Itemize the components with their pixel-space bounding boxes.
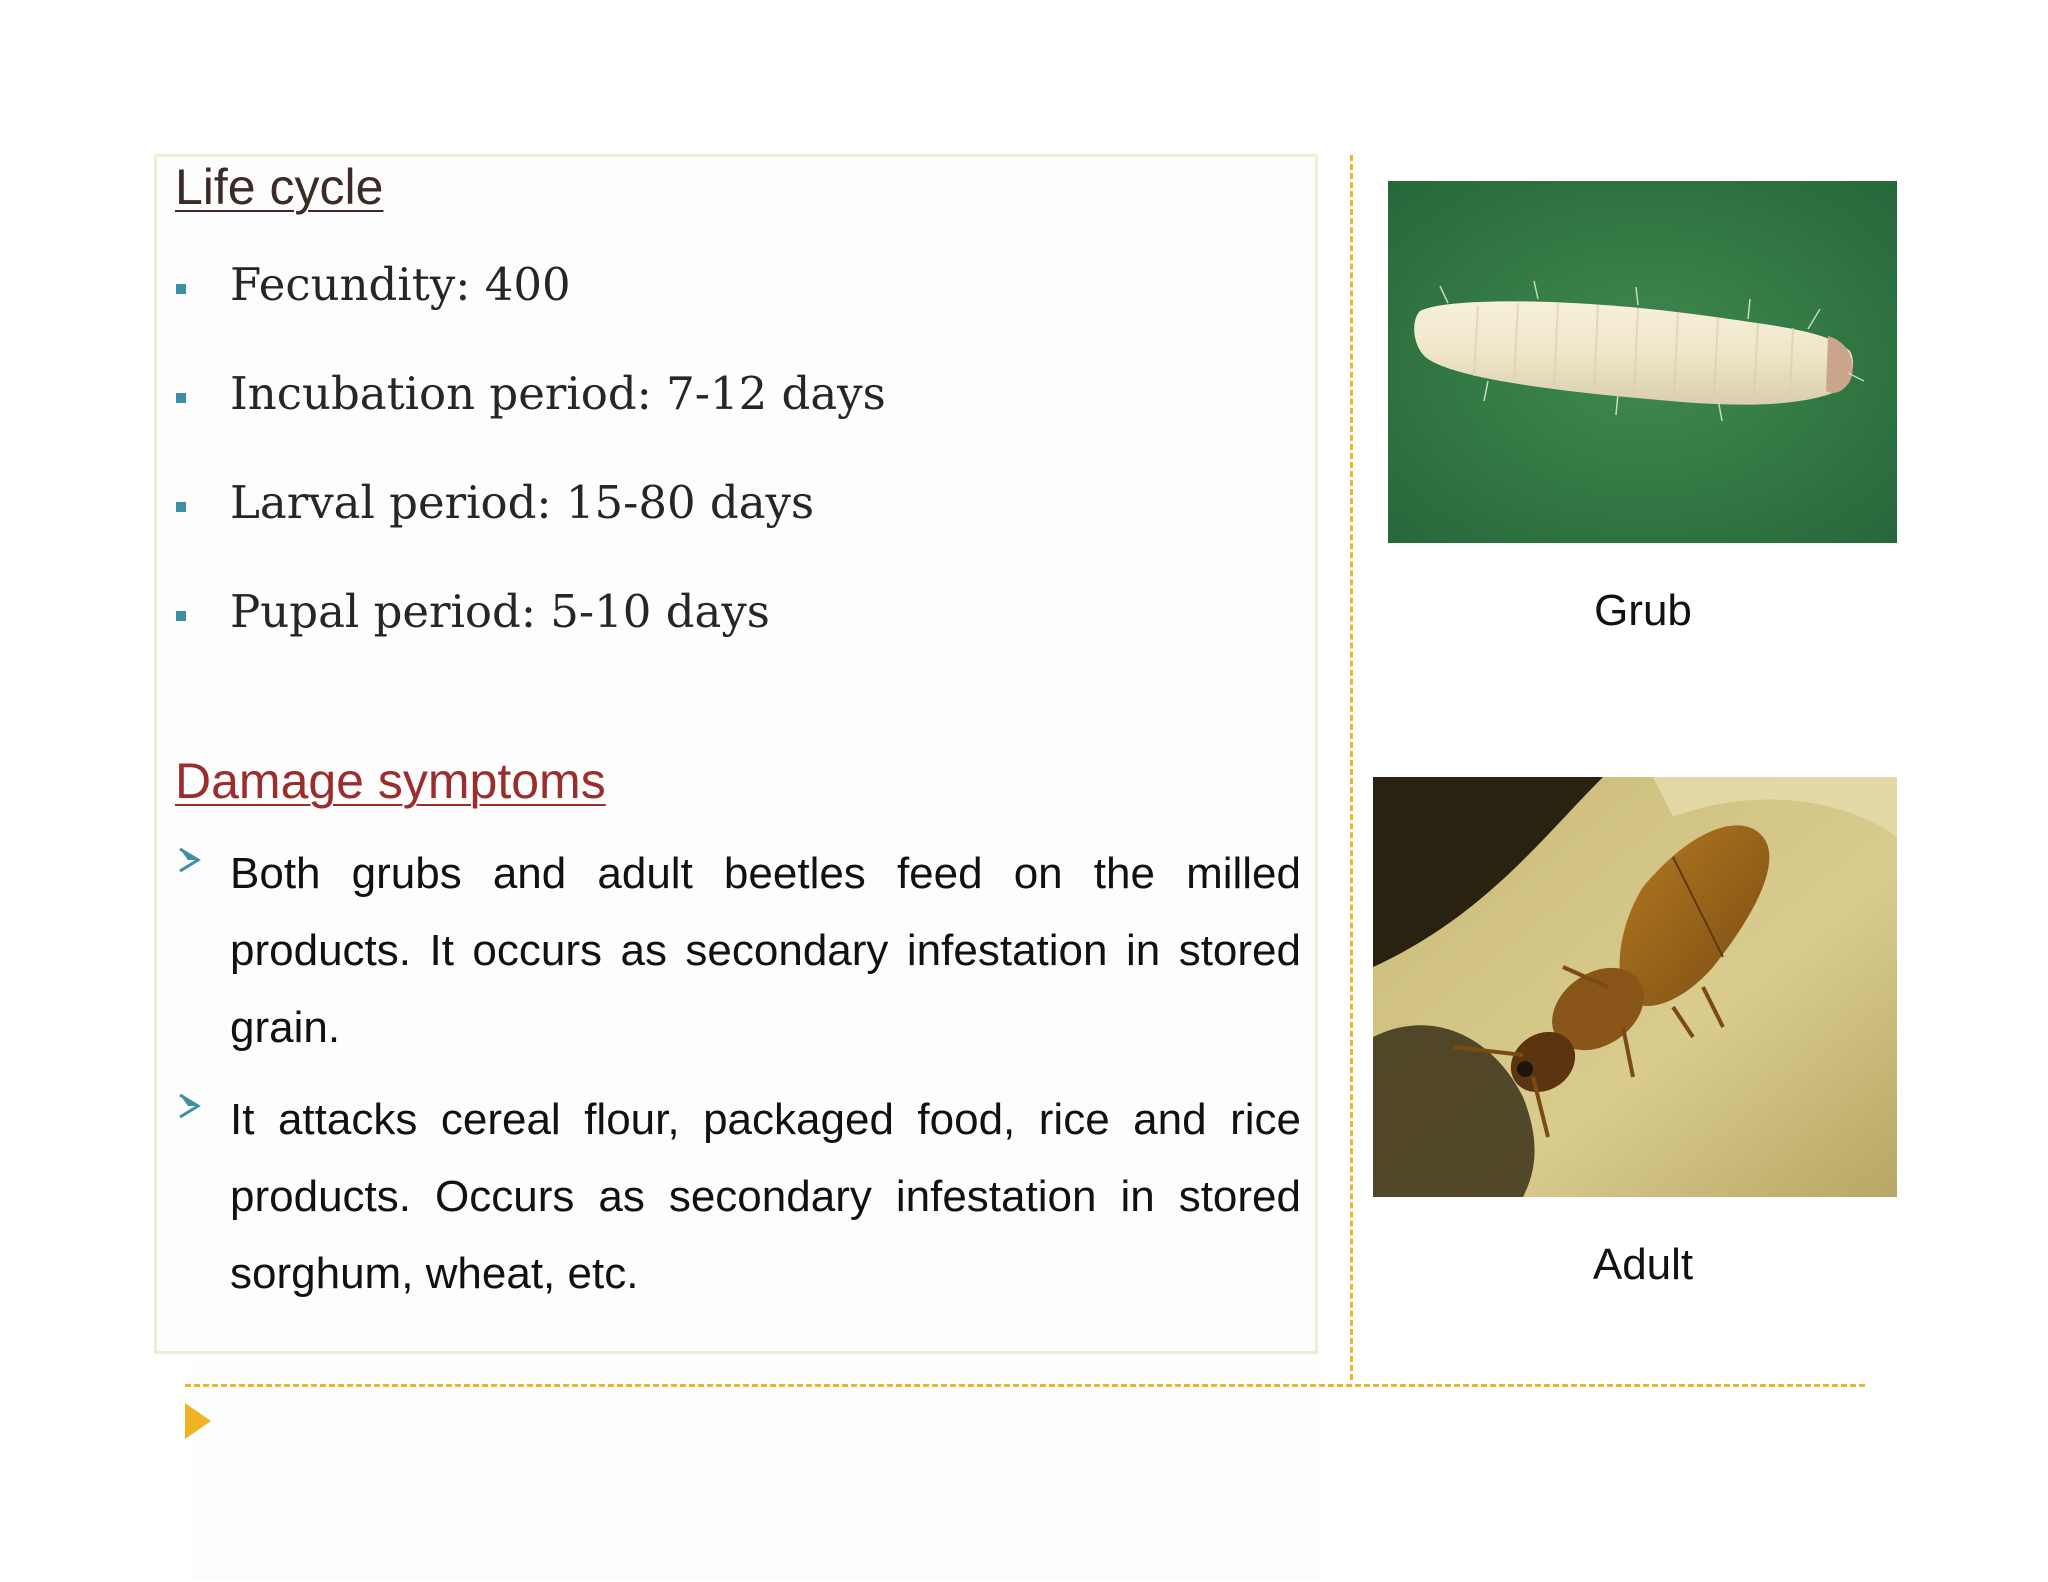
damage-item-text: Both grubs and adult beetles feed on the milled products. It occurs as secondary infestation in stored grain. — [230, 849, 1301, 1052]
horizontal-divider — [185, 1384, 1865, 1387]
adult-beetle-photo — [1373, 777, 1897, 1197]
life-cycle-item-label: Incubation period: 7-12 days — [230, 367, 886, 420]
damage-item — [176, 1081, 1301, 1312]
square-bullet-icon — [176, 284, 186, 294]
square-bullet-icon — [176, 611, 186, 621]
grub-caption: Grub — [1594, 586, 1692, 635]
square-bullet-icon — [176, 393, 186, 403]
square-bullet-icon — [176, 502, 186, 512]
damage-item — [176, 835, 1301, 1066]
arrow-bullet-icon — [176, 843, 204, 877]
life-cycle-item-label: Pupal period: 5-10 days — [230, 585, 770, 638]
damage-symptoms-heading: Damage symptoms — [175, 753, 606, 809]
damage-item-text: It attacks cereal flour, packaged food, rice and rice products. Occurs as secondary infestation in stored sorghum, wheat, etc. — [230, 1095, 1301, 1298]
life-cycle-item — [176, 367, 1276, 427]
adult-caption: Adult — [1592, 1240, 1694, 1289]
life-cycle-item — [176, 585, 1276, 645]
life-cycle-item — [176, 258, 1276, 318]
life-cycle-heading: Life cycle — [175, 159, 384, 215]
vertical-divider — [1350, 155, 1353, 1380]
life-cycle-item-label: Larval period: 15-80 days — [230, 476, 815, 529]
play-triangle-icon — [185, 1403, 211, 1439]
life-cycle-item — [176, 476, 1276, 536]
life-cycle-item-label: Fecundity: 400 — [230, 258, 571, 311]
grub-photo — [1388, 181, 1897, 543]
arrow-bullet-icon — [176, 1089, 204, 1123]
